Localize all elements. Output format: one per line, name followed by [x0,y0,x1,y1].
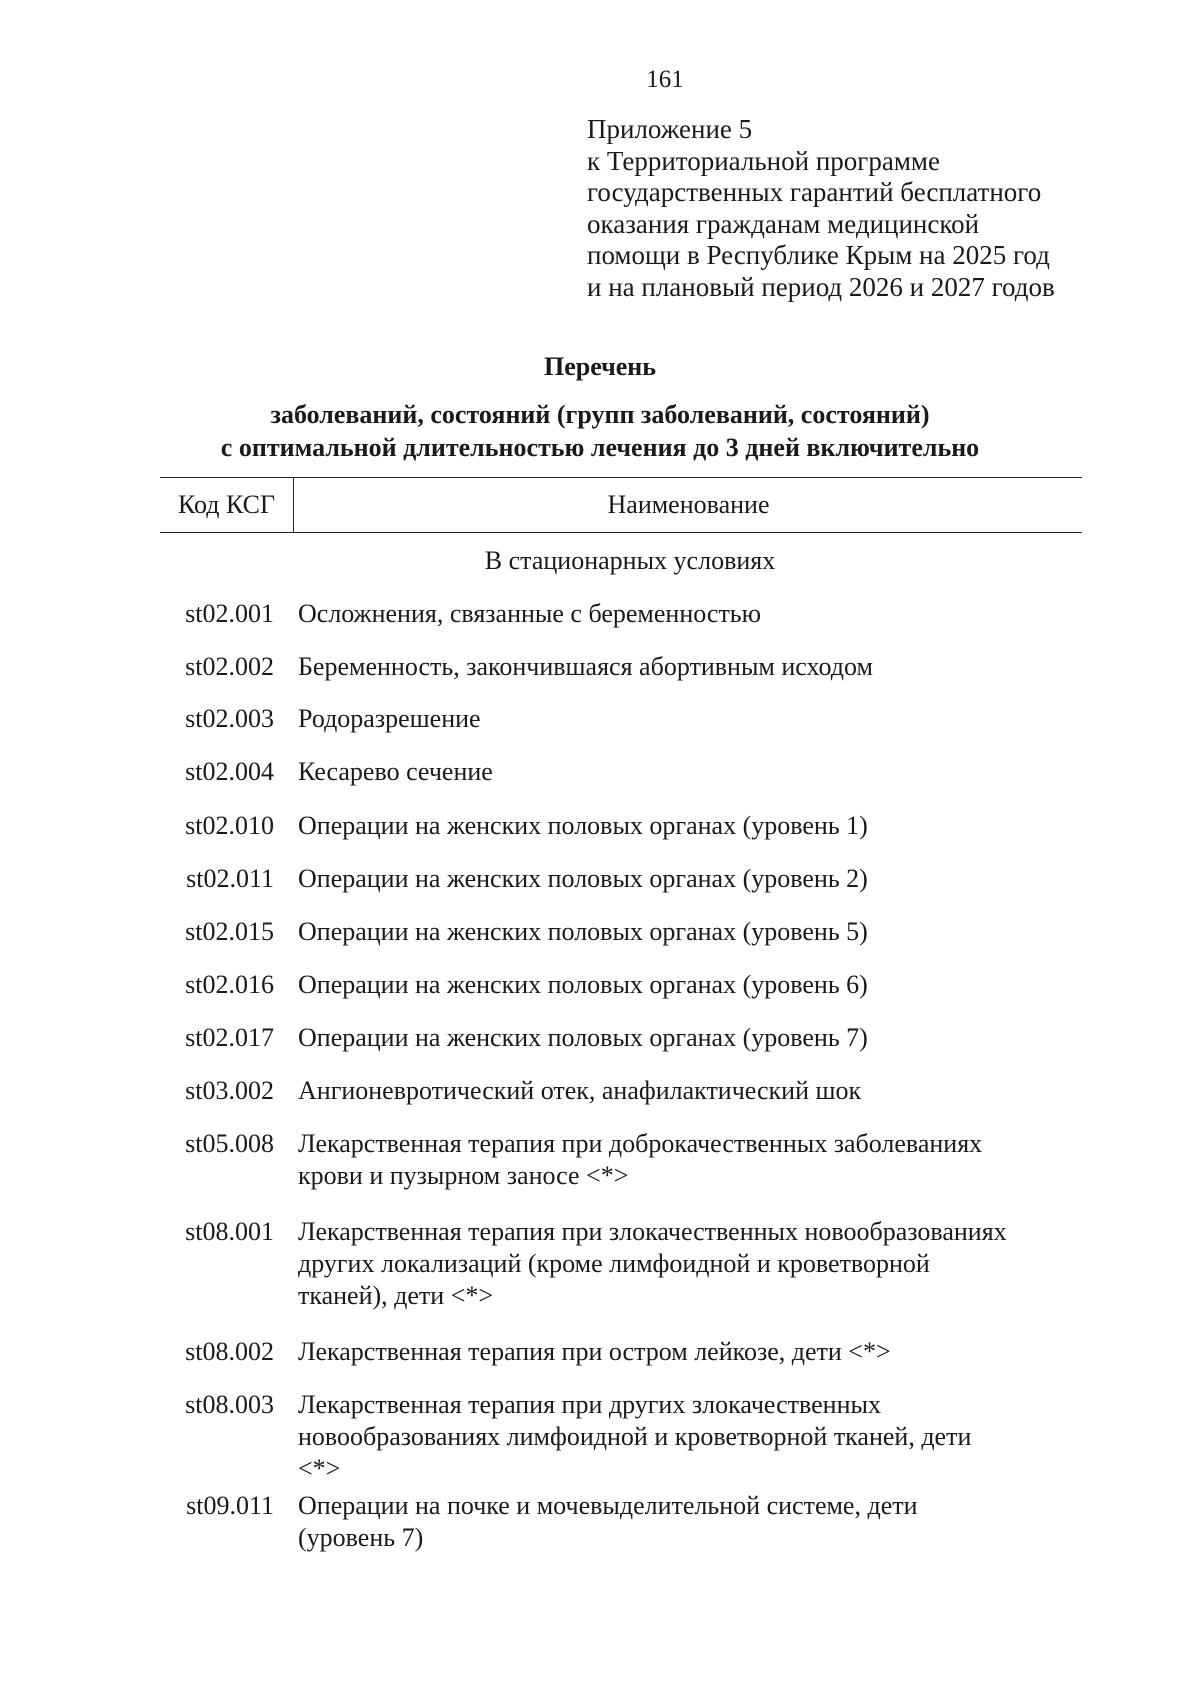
row-name: Лекарственная терапия при других злокачественных новообразованиях лимфоидной и кроветворной тканей, дети <*> [298,1390,972,1483]
appendix-line: государственных гарантий бесплатного [587,177,1042,207]
row-code: st02.017 [185,1023,274,1052]
row-name: Лекарственная терапия при доброкачественных заболеваниях крови и пузырном заносе <*> [298,1129,983,1190]
row-name: Лекарственная терапия при злокачественных новообразованиях других локализаций (кроме лимфоидной и кроветворной тканей), дети <*> [298,1217,1007,1310]
header-name: Наименование [607,490,770,519]
row-name: Операции на женских половых органах (уровень 6) [298,970,868,999]
section-title: В стационарных условиях [484,546,776,575]
subtitle-line: с оптимальной длительностью лечения до 3 дней включительно [220,433,980,462]
row-name: Операции на женских половых органах (уровень 7) [298,1023,868,1052]
row-name: Ангионевротический отек, анафилактический шок [298,1076,862,1105]
row-name: Операции на женских половых органах (уровень 2) [298,864,868,893]
row-name: Операции на женских половых органах (уровень 1) [298,811,868,840]
row-code: st03.002 [185,1076,274,1105]
appendix-line: оказания гражданам медицинской [587,208,980,239]
row-code: st02.010 [185,811,274,840]
header-code: Код КСГ [177,490,276,519]
appendix-line: помощи в Республике Крым на 2025 год [587,240,1050,270]
row-code: st02.003 [185,704,274,733]
row-name: Родоразрешение [298,704,481,733]
row-code: st02.016 [185,970,274,999]
row-name: Лекарственная терапия при остром лейкозе, дети <*> [298,1337,891,1366]
row-code: st08.003 [185,1390,274,1419]
row-name: Осложнения, связанные с беременностью [298,599,762,628]
row-code: st02.011 [186,864,274,893]
row-name: Беременность, закончившаяся абортивным исходом [298,652,873,681]
row-code: st05.008 [185,1129,274,1158]
appendix-line: и на плановый период 2026 и 2027 годов [587,271,1055,302]
row-name: Операции на женских половых органах (уровень 5) [298,917,868,946]
row-code: st02.001 [185,599,274,628]
row-name: Операции на почке и мочевыделительной системе, дети (уровень 7) [298,1491,918,1552]
row-code: st08.001 [185,1217,274,1246]
appendix-line: Приложение 5 [587,114,753,144]
row-code: st09.011 [186,1491,274,1520]
row-code: st02.004 [185,757,274,786]
row-code: st08.002 [185,1337,274,1366]
row-code: st02.002 [185,652,274,681]
row-code: st02.015 [185,917,274,946]
row-name: Кесарево сечение [298,757,493,786]
document-title: Перечень [543,352,657,381]
appendix-line: к Территориальной программе [587,145,940,176]
subtitle-line: заболеваний, состояний (групп заболеваний, состояний) [270,400,930,429]
page-number: 161 [646,66,684,93]
